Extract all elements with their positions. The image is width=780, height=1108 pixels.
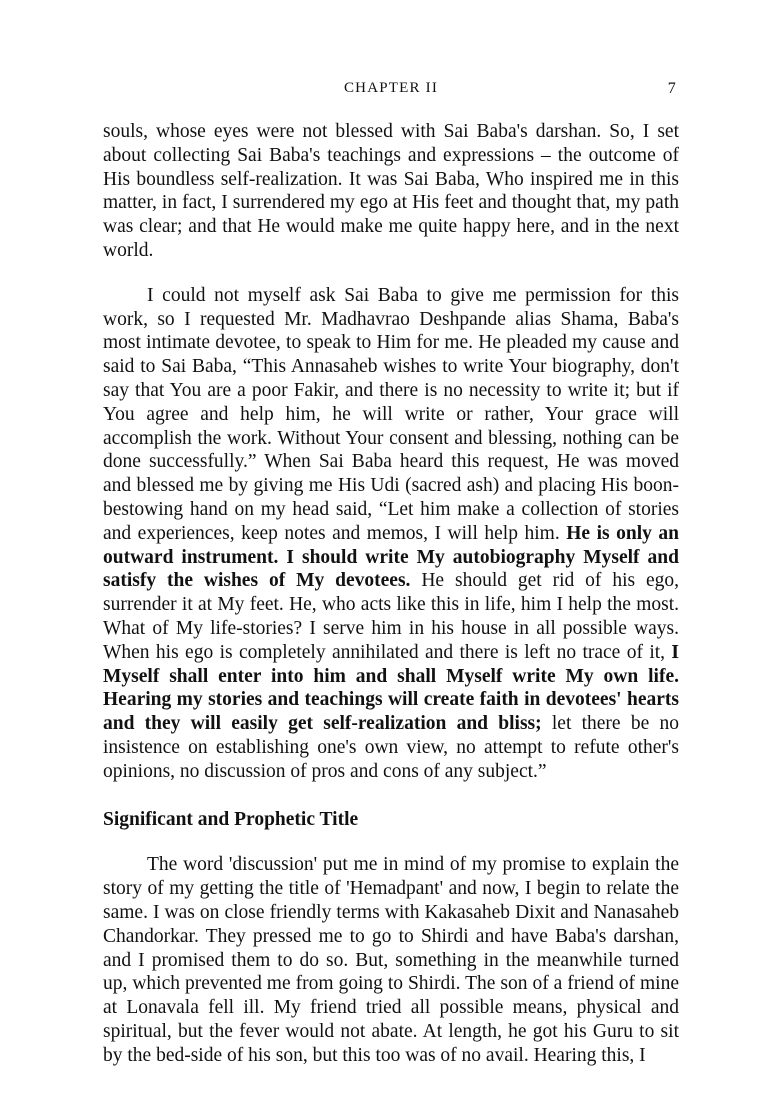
chapter-title: CHAPTER II [343,80,439,96]
paragraph-continuation: souls, whose eyes were not blessed with Sai Baba's darshan. So, I set about collecting Sai Baba's teachings and expressions – the outcome of His boundless self-realization. It was Sai Baba, Who inspired me in this matter, in fact, I surrendered my ego at His feet and thought that, my path was clear; and that He would make me quite happy here, and in the next world. [103,121,679,261]
paragraph-text: He should get rid of his ego, surrender it at My feet. He, who acts like this in life, him I help the most. What of My life-stories? I serve him in his house in all possible ways. When his ego is completely annihilated and there is left no trace of it, [103,570,680,663]
bold-quote: He is only an outward instrument. I should write My autobiography Myself and satisfy the wishes of My devotees. [103,522,680,592]
paragraph-title-story: The word 'discussion' put me in mind of my promise to explain the story of my getting the title of 'Hemadpant' and now, I begin to relate the same. I was on close friendly terms with Kakasaheb Dixit and Nanasaheb Chandorkar. They pressed me to go to Shirdi and have Baba's darshan, and I promised them to do so. But, something in the meanwhile turned up, which prevented me from going to Shirdi. The son of a friend of mine at Lonavala fell ill. My friend tried all possible means, physical and spiritual, but the fever would not abate. At length, he got his Guru to sit by the bed-side of his son, but this too was of no avail. Hearing this, I [103,854,679,1066]
paragraph-text: let there be no insistence on establishing one's own view, no attempt to refute other's opinions, no discussion of pros and cons of any subject.” [103,713,679,782]
running-head [103,80,679,110]
paragraph-text: I could not myself ask Sai Baba to give me permission for this work, so I requested Mr. Madhavrao Deshpande alias Shama, Baba's most intimate devotee, to speak to Him for me. He pleaded my cause and said to Sai Baba, “This Annasaheb wishes to write Your biography, don't say that You are a poor Fakir, and there is no necessity to write it; but if You agree and help him, he will write or rather, Your grace will accomplish the work. Without Your consent and blessing, nothing can be done successfully.” When Sai Baba heard this request, He was moved and blessed me by giving me His Udi (sacred ash) and placing His boon-bestowing hand on my head said, “Let him make a collection of stories and experiences, keep notes and memos, I will help him. [103,284,679,544]
body-text [103,120,679,1067]
paragraph-request [103,284,679,784]
bold-quote: I Myself shall enter into him and shall Myself write My own life. Hearing my stories and teachings will create faith in devotees' hearts and they will easily get self-realization and bliss; [103,641,679,735]
page-number: 7 [667,80,677,97]
book-page [103,0,679,1067]
section-heading: Significant and Prophetic Title [103,808,359,830]
